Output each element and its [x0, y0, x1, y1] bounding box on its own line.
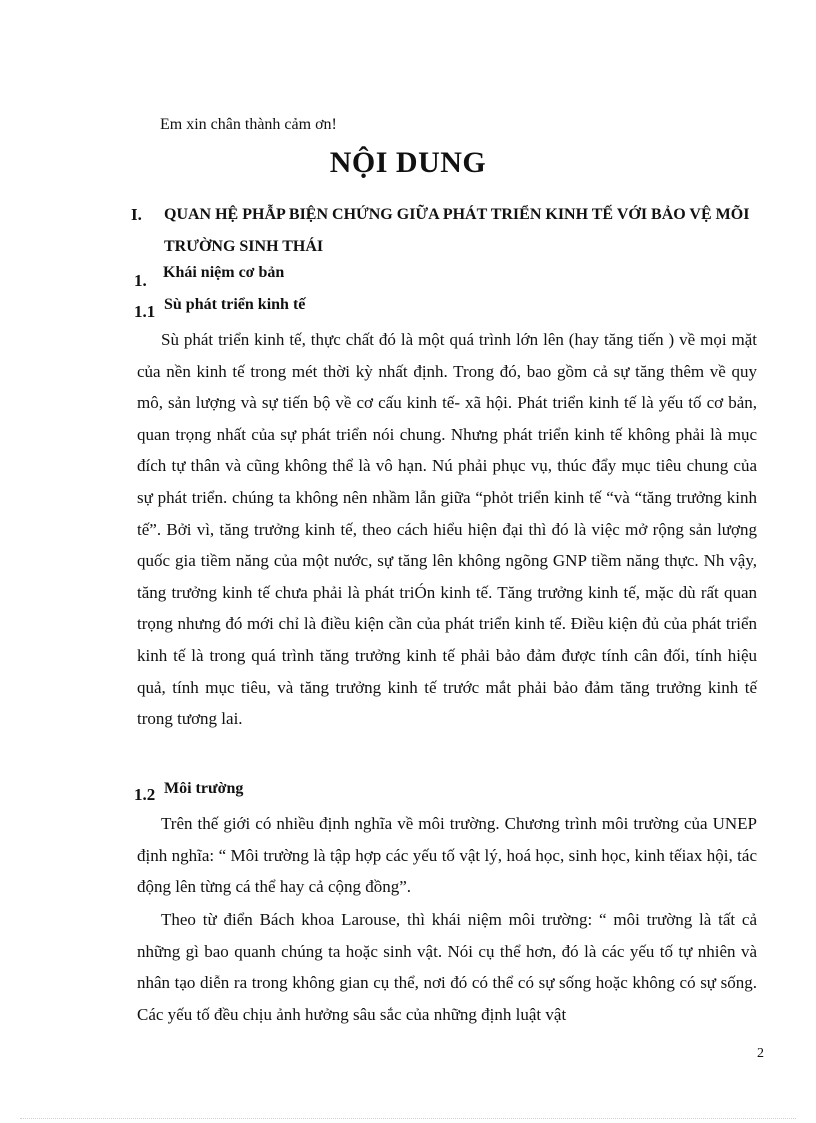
page-bottom-divider	[20, 1118, 796, 1119]
heading-1-1-text: Sù phát triển kinh tế	[164, 296, 306, 313]
paragraph-economic-development	[137, 324, 757, 735]
section-number: I.	[131, 205, 142, 224]
section-title: QUAN HỆ PHẪP BIỆN CHỨNG GIỮA PHÁT TRIỂN KINH TẾ VỚI BẢO VỆ MÕI TRƯỜNG SINH THÁI	[164, 206, 750, 255]
paragraph-text: Theo từ điển Bách khoa Larouse, thì khái niệm môi trường: “ môi trường là tất cả những gì bao quanh chúng ta hoặc sinh vật. Nói cụ thể hơn, đó là các yếu tố tự nhiên và nhân tạo diễn ra trong không gian cụ thể, nơi đó có thể có sự sống hoặc không có sự sống. Các yếu tố đều chịu ảnh hưởng sâu sắc của những định luật vật	[137, 910, 757, 1024]
page-number: 2	[757, 1046, 764, 1061]
heading-1-1-number: 1.1	[134, 302, 156, 321]
paragraph-text: Trên thế giới có nhiều định nghĩa về môi trường. Chương trình môi trường của UNEP định nghĩa: “ Môi trường là tập hợp các yếu tố vật lý, hoá học, sinh học, kinh tếiax hội, tác động lên từng cá thể hay cả cộng đồng”.	[137, 814, 757, 897]
thanks-line: Em xin chân thành cảm ơn!	[160, 116, 337, 133]
heading-1-2-text: Môi trường	[164, 780, 244, 797]
paragraph-text: Sù phát triển kinh tế, thực chất đó là một quá trình lớn lên (hay tăng tiến ) về mọi mặt của nền kinh tế trong mét thời kỳ nhất định. Trong đó, bao gồm cả sự tăng thêm về quy mô, sản lượng và sự tiến bộ về cơ cấu kinh tế- xã hội. Phát triển kinh tế là yếu tố cơ bản, quan trọng nhất của sự phát triển nói chung. Nhưng phát triển kinh tế không phải là mục đích tự thân và cũng không thể là vô hạn. Nú phải phục vụ, thúc đẩy mục tiêu chung của sự phát triển. chúng ta không nên nhầm lẫn giữa “phỏt triển kinh tế “và “tăng trưởng kinh tế”. Bởi vì, tăng trưởng kinh tế, theo cách hiểu hiện đại thì đó là việc mở rộng sản lượng quốc gia tiềm năng của một nước, sự tăng lên không ngõng GNP tiềm năng thực. Nh vậy, tăng trưởng kinh tế chưa phải là phát triÓn kinh tế. Tăng trưởng kinh tế, mặc dù rất quan trọng nhưng đó mới chỉ là điều kiện cần của phát triển kinh tế. Điều kiện đủ của phát triển kinh tế là trong quá trình tăng trưởng kinh tế phải bảo đảm được tính cân đối, tính hiệu quả, tính mục tiêu, và tăng trưởng kinh tế trước mắt phải bảo đảm tăng trưởng kinh tế trong tương lai.	[137, 330, 757, 729]
paragraph-environment-larousse	[137, 904, 757, 1030]
paragraph-environment-unep	[137, 808, 757, 903]
page-title: NỘI DUNG	[329, 146, 487, 179]
heading-1-text: Khái niệm cơ bản	[163, 264, 285, 281]
heading-1-2-number: 1.2	[134, 785, 156, 804]
heading-1-number: 1.	[134, 271, 147, 290]
